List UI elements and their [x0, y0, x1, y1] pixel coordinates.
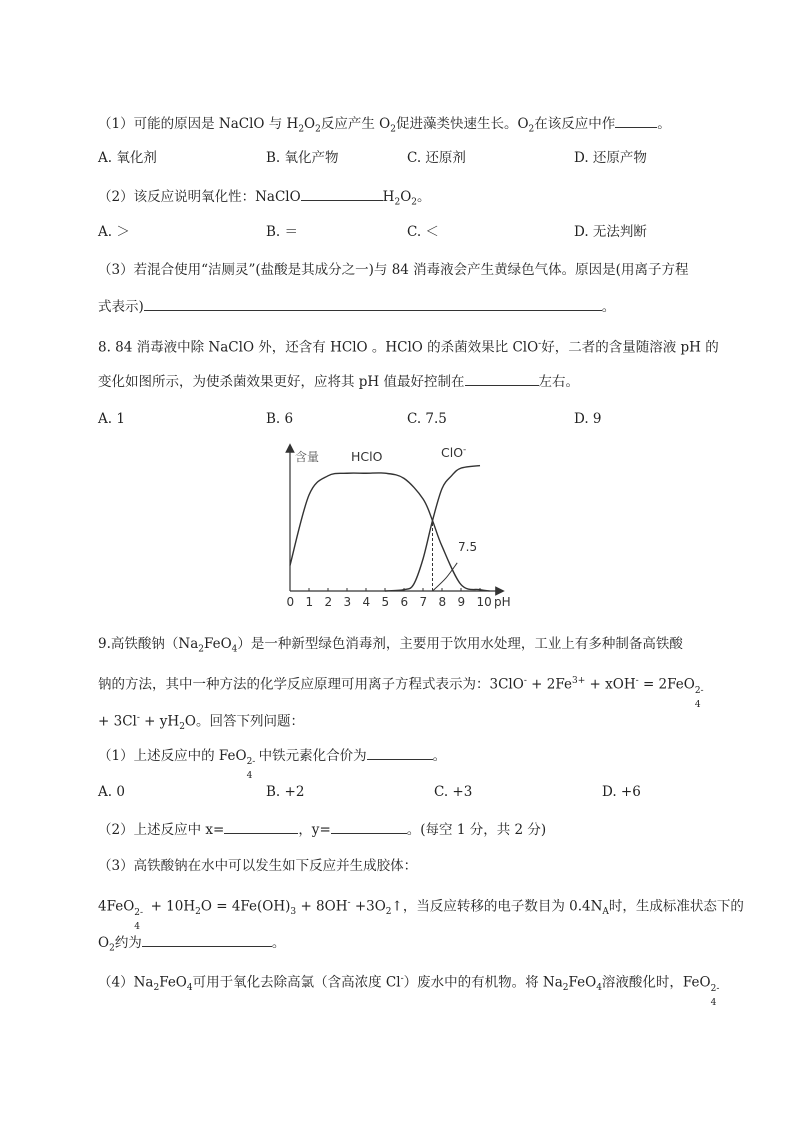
- subscript: 4: [596, 983, 602, 994]
- question-9-line3: [98, 708, 304, 737]
- superscript: -: [400, 974, 404, 984]
- subscript: 3: [290, 907, 297, 918]
- text: + xOH: [585, 676, 636, 693]
- x-tick-label: 2: [324, 595, 333, 609]
- question-9-1: （1）上述反应中的 FeO 2- 4 中铁元素化合价为 。: [98, 745, 446, 766]
- option-b[interactable]: B. 氧化产物: [266, 150, 339, 166]
- question-1-3-line2: [98, 296, 615, 317]
- superscript: -: [523, 676, 527, 686]
- option-c[interactable]: C. 还原剂: [407, 150, 466, 166]
- subscript: 2: [528, 124, 535, 135]
- text: 变化如图所示，为使杀菌效果更好，应将其 pH 值最好控制在: [98, 374, 465, 390]
- subscript: A: [602, 907, 609, 918]
- question-9-3-line3: [98, 932, 285, 959]
- text: FeO: [568, 974, 597, 991]
- text: = 2FeO: [638, 676, 695, 693]
- text: （1）可能的原因是 NaClO 与 H: [98, 116, 299, 132]
- text: 。: [271, 935, 286, 951]
- answer-blank[interactable]: [142, 932, 272, 947]
- superscript: -: [635, 676, 639, 686]
- text: 溶液酸化时，FeO: [601, 974, 711, 991]
- text: 8. 84 消毒液中除 NaClO 外，还含有 HClO 。HClO 的杀菌效果比 ClO: [98, 339, 539, 356]
- question-9-3-line2: 4FeO 2- 4 + $10H_2O = 4Fe(OH)_3 + 8OH^-$ $+3O_2↑$，当反应转移的电子数目为 $0.4N_A$时，生成标准状态下的: [98, 898, 744, 932]
- superscript: 3+: [571, 676, 586, 686]
- text: 在该反应中作: [534, 116, 616, 132]
- text: （2）该反应说明氧化性：NaClO: [98, 189, 301, 205]
- question-9-3-line1: （3）高铁酸钠在水中可以发生如下反应并生成胶体：: [98, 858, 418, 874]
- text: ，y=: [298, 822, 331, 838]
- series-line-2: [433, 563, 458, 591]
- option-a[interactable]: A. 0: [98, 784, 125, 800]
- text: O: [304, 116, 316, 132]
- subscript: 2: [195, 907, 201, 918]
- option-c[interactable]: C. 7.5: [407, 411, 447, 427]
- superscript: -: [538, 339, 542, 349]
- subscript: 2: [394, 197, 401, 208]
- answer-blank[interactable]: [367, 745, 433, 760]
- text: ↑，当反应转移的电子数目为 0.4N: [391, 898, 603, 915]
- series-label-clo: ClO-: [441, 445, 467, 460]
- text: （1）上述反应中的 FeO: [98, 748, 247, 764]
- answer-blank[interactable]: [144, 296, 602, 311]
- text: + 3Cl: [98, 713, 137, 730]
- text: + 2Fe: [526, 676, 572, 693]
- x-tick-label: 6: [400, 595, 409, 609]
- text: （4）Na: [98, 974, 154, 991]
- question-9-line2: 钠的方法，其中一种方法的化学反应原理可用离子方程式表示为：$3ClO^- + 2Fe^{3+} + xOH^- = 2FeO$ 2- 4: [98, 676, 704, 710]
- text: + yH: [139, 713, 180, 730]
- question-9-4: $(4)Na_2FeO_4$可用于氧化去除高氯（含高浓度 Cl-）废水中的有机物。将 $Na_2FeO_4$溶液酸化时，FeO 2- 4: [98, 974, 720, 1008]
- subscript: 2: [411, 197, 417, 208]
- superscript: -: [347, 898, 351, 908]
- x-tick-label: 8: [438, 595, 447, 609]
- text: H: [382, 189, 395, 205]
- text: 。: [601, 299, 616, 315]
- answer-blank[interactable]: [301, 186, 383, 201]
- x-tick-label: 3: [343, 595, 352, 609]
- text: 时，生成标准状态下的: [608, 898, 744, 915]
- subscript: 2: [198, 644, 204, 655]
- text: ）是一种新型绿色消毒剂，主要用于饮用水处理，工业上有多种制备高铁酸: [237, 636, 683, 652]
- option-c[interactable]: C. ＜: [407, 224, 439, 240]
- option-b[interactable]: B. 6: [266, 411, 294, 427]
- question-8-line2: [98, 371, 579, 392]
- subscript: 2: [153, 983, 160, 994]
- question-9-line1: [98, 634, 683, 660]
- subscript: 2: [179, 722, 185, 733]
- text: 。: [657, 116, 671, 132]
- text: O。回答下列问题：: [184, 713, 304, 730]
- text: 钠的方法，其中一种方法的化学反应原理可用离子方程式表示为：3ClO: [98, 676, 524, 693]
- subscript: 2: [562, 983, 569, 994]
- option-d[interactable]: D. 还原产物: [574, 150, 647, 166]
- option-c[interactable]: C. +3: [434, 784, 473, 800]
- text: +3O: [350, 898, 386, 915]
- option-d[interactable]: D. 9: [574, 411, 602, 427]
- subscript: 2: [315, 124, 321, 135]
- question-1-1: [98, 113, 671, 140]
- text: 好，二者的含量随溶液 pH 的: [541, 339, 719, 356]
- text: FeO: [203, 636, 232, 652]
- text: ）废水中的有机物。将 Na: [403, 974, 563, 991]
- answer-blank-x[interactable]: [224, 819, 298, 834]
- question-8-line1: [98, 334, 719, 358]
- text: O: [98, 935, 110, 951]
- series-label-7-5: 7.5: [458, 540, 478, 554]
- x-tick-label: 10: [476, 595, 492, 609]
- x-tick-label: 0: [286, 595, 295, 609]
- text: 。: [432, 748, 447, 764]
- text: 。: [417, 189, 431, 205]
- answer-blank-y[interactable]: [331, 819, 407, 834]
- series-label-hclo: HClO: [351, 449, 383, 464]
- question-1-3-line1: （3）若混合使用“洁厕灵”(盐酸是其成分之一)与 84 消毒液会产生黄绿色气体。原因是(用离子方程: [98, 262, 689, 278]
- option-a[interactable]: A. ＞: [98, 224, 130, 240]
- subscript: 4: [231, 644, 238, 655]
- subscript: 2: [109, 943, 115, 954]
- text: 9.高铁酸钠（Na: [98, 636, 199, 652]
- answer-blank[interactable]: [615, 113, 657, 128]
- x-tick-label: 1: [305, 595, 314, 609]
- option-b[interactable]: B. +2: [266, 784, 305, 800]
- text: 式表示): [98, 299, 144, 315]
- text: 反应产生 O: [320, 116, 391, 132]
- text: FeO: [159, 974, 187, 991]
- text: 左右。: [538, 374, 579, 390]
- x-tick-label: 4: [362, 595, 371, 609]
- text: 促进藻类快速生长。O: [395, 116, 529, 132]
- option-b[interactable]: B. ＝: [266, 224, 299, 240]
- y-axis-label: 含量: [295, 450, 320, 464]
- answer-blank[interactable]: [465, 371, 539, 386]
- subscript: 2: [298, 124, 305, 135]
- x-tick-label: 5: [381, 595, 390, 609]
- text: O: [400, 189, 412, 205]
- option-d[interactable]: D. 无法判断: [574, 224, 647, 240]
- subscript: 4: [186, 983, 193, 994]
- option-a[interactable]: A. 1: [98, 411, 125, 427]
- superscript: -: [136, 713, 140, 723]
- text: 。(每空 1 分，共 2 分): [406, 822, 547, 838]
- text: 中铁元素化合价为: [258, 748, 367, 764]
- x-tick-label: 9: [457, 595, 466, 609]
- text: 可用于氧化去除高氯（含高浓度 Cl: [192, 974, 401, 991]
- text: （2）上述反应中 x=: [98, 822, 225, 838]
- x-axis-label: pH: [494, 595, 511, 609]
- subscript: 2: [390, 124, 396, 135]
- text: + 10H: [146, 898, 196, 915]
- option-a[interactable]: A. 氧化剂: [98, 150, 157, 166]
- text: 4FeO: [98, 898, 135, 915]
- option-d[interactable]: D. +6: [602, 784, 641, 800]
- text: 约为: [114, 935, 142, 951]
- text: + 8OH: [296, 898, 348, 915]
- question-1-2: [98, 186, 431, 213]
- ph-content-chart: [270, 443, 530, 618]
- text: O = 4Fe(OH): [200, 898, 291, 915]
- x-tick-label: 7: [419, 595, 428, 609]
- series-line-0: [290, 473, 490, 591]
- question-9-2: [98, 819, 546, 840]
- subscript: 2: [385, 907, 392, 918]
